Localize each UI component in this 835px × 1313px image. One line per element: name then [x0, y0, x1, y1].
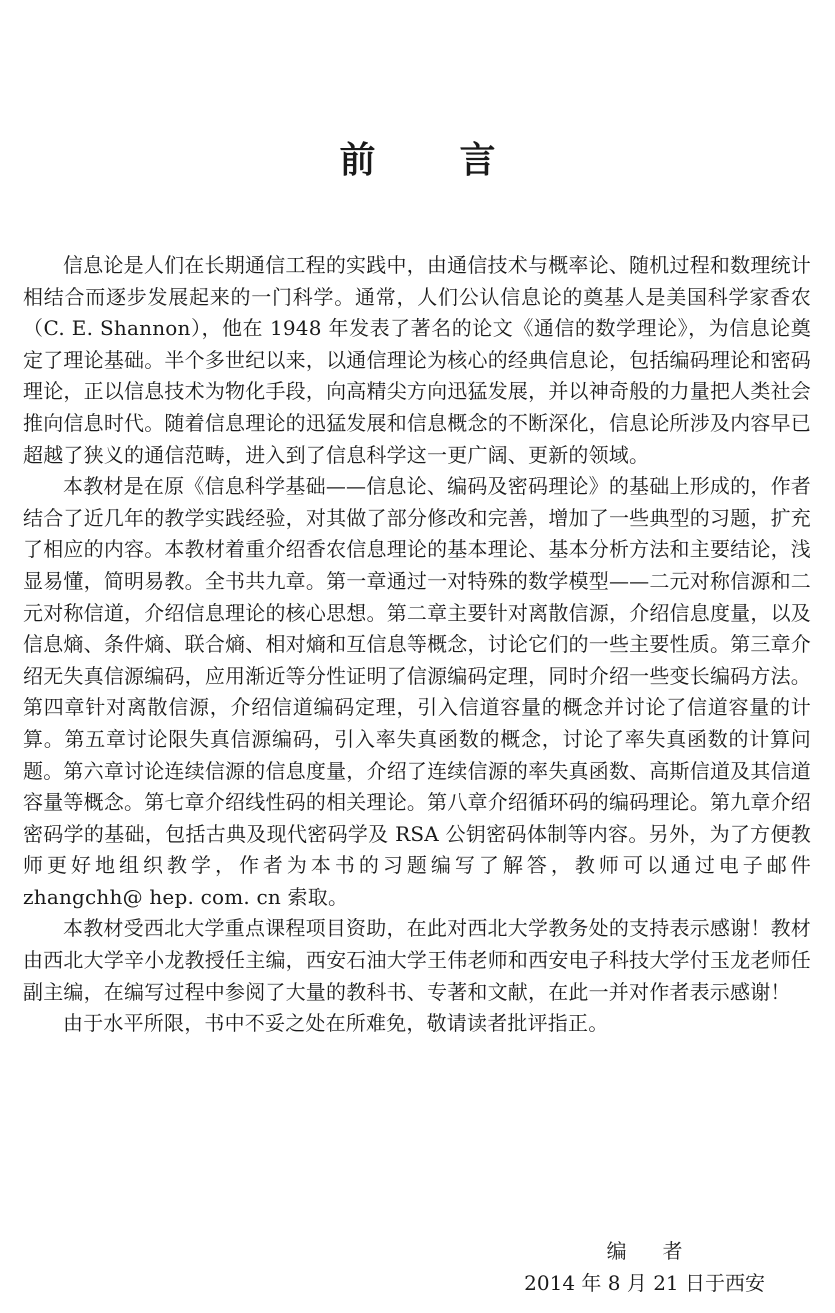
- signature-author: 编者: [606, 1239, 719, 1263]
- paragraph-contents: 本教材是在原《信息科学基础——信息论、编码及密码理论》的基础上形成的，作者结合了近几年的教学实践经验，对其做了部分修改和完善，增加了一些典型的习题，扩充了相应的内容。本教材着重介绍香农信息理论的基本理论、基本分析方法和主要结论，浅显易懂，简明易教。全书共九章。第一章通过一对特殊的数学模型——二元对称信源和二元对称信道，介绍信息理论的核心思想。第二章主要针对离散信源，介绍信息度量，以及信息熵、条件熵、联合熵、相对熵和互信息等概念，讨论它们的一些主要性质。第三章介绍无失真信源编码，应用渐近等分性证明了信源编码定理，同时介绍一些变长编码方法。第四章针对离散信源，介绍信道编码定理，引入信道容量的概念并讨论了信道容量的计算。第五章讨论限失真信源编码，引入率失真函数的概念，讨论了率失真函数的计算问题。第六章讨论连续信源的信息度量，介绍了连续信源的率失真函数、高斯信道及其信道容量等概念。第七章介绍线性码的相关理论。第八章介绍循环码的编码理论。第九章介绍密码学的基础，包括古典及现代密码学及 RSA 公钥密码体制等内容。另外，为了方便教师更好地组织教学，作者为本书的习题编写了解答，教师可以通过电子邮件 zhangchh@ hep. com. cn 索取。: [23, 474, 811, 909]
- preface-body: [23, 250, 811, 1040]
- page-title: 前言: [339, 140, 580, 181]
- paragraph-acknowledgement: 本教材受西北大学重点课程项目资助，在此对西北大学教务处的支持表示感谢！教材由西北大学辛小龙教授任主编，西安石油大学王伟老师和西安电子科技大学付玉龙老师任副主编，在编写过程中参阅了大量的教科书、专著和文献，在此一并对作者表示感谢！: [23, 916, 811, 1004]
- paragraph-intro: 信息论是人们在长期通信工程的实践中，由通信技术与概率论、随机过程和数理统计相结合而逐步发展起来的一门科学。通常，人们公认信息论的奠基人是美国科学家香农（C. E. Shannon），他在 1948 年发表了著名的论文《通信的数学理论》，为信息论奠定了理论基础。半个多世纪以来，以通信理论为核心的经典信息论，包括编码理论和密码理论，正以信息技术为物化手段，向高精尖方向迅猛发展，并以神奇般的力量把人类社会推向信息时代。随着信息理论的迅猛发展和信息概念的不断深化，信息论所涉及内容早已超越了狭义的通信范畴，进入到了信息科学这一更广阔、更新的领域。: [23, 253, 811, 467]
- signature-date: 2014 年 8 月 21 日于西安: [524, 1271, 765, 1295]
- paragraph-closing: 由于水平所限，书中不妥之处在所难免，敬请读者批评指正。: [63, 1011, 609, 1036]
- signature-block: [524, 1235, 765, 1299]
